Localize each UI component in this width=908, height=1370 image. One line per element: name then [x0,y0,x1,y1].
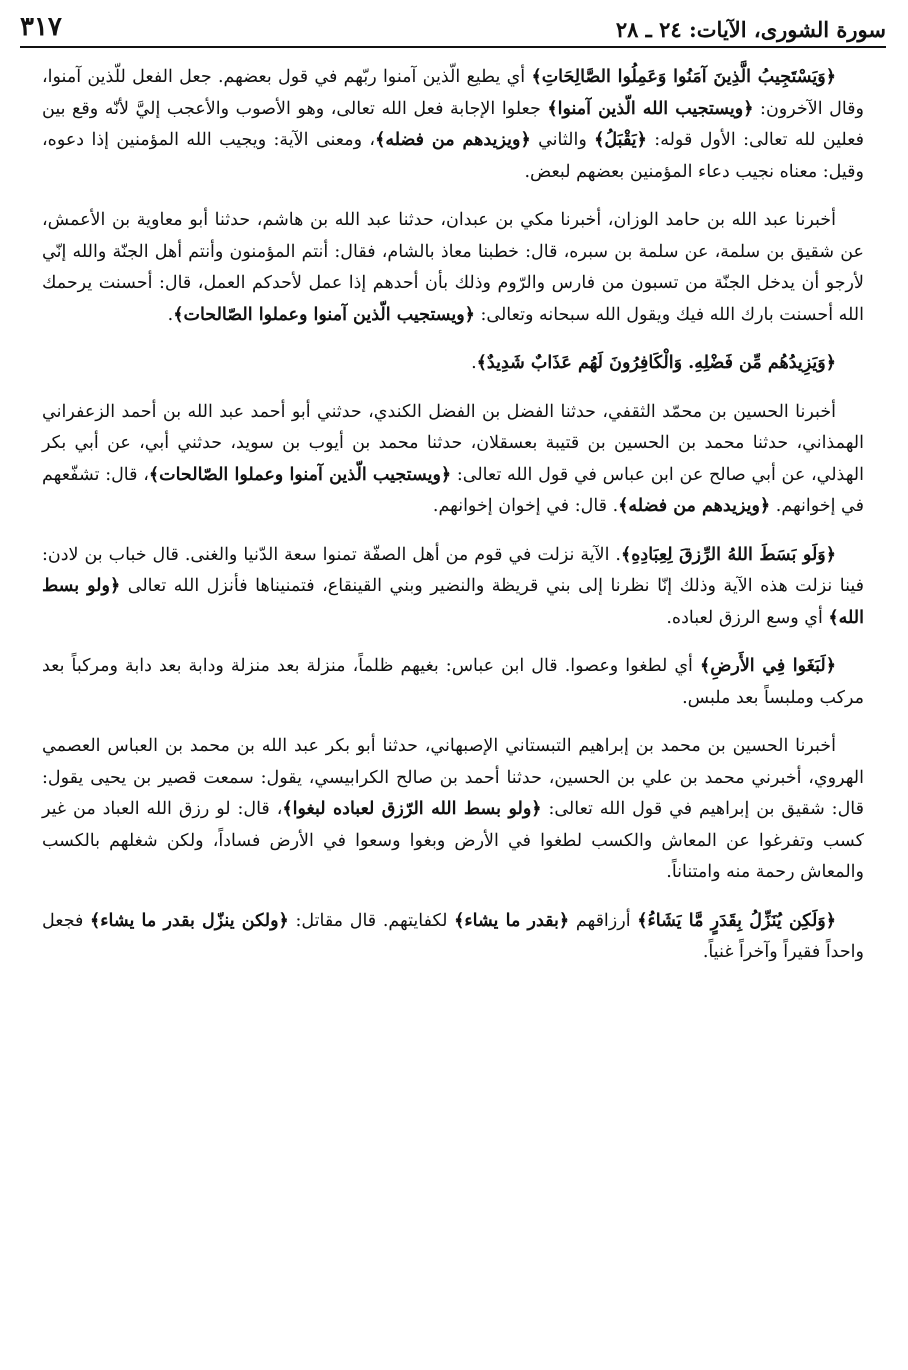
text-run: والثاني [530,130,595,150]
text-run: أرزاقهم [569,910,638,931]
quran-quote: ﴿وَيَزِيدُهُم مِّن فَضْلِهِ. وَالْكَافِرُونَ لَهُم عَذَابٌ شَدِيدٌ﴾ [476,353,836,373]
quran-quote: ﴿ويستجيب الله الّذين آمنوا﴾ [547,98,754,119]
text-run: لكفايتهم. قال مقاتل: [288,910,455,931]
paragraph-4 [42,397,864,523]
page-body [42,62,864,986]
quran-quote: ﴿ويستجيب الّذين آمنوا وعملوا الصّالحات﴾ [173,304,475,325]
text-run: أخبرنا الحسين بن محمّد الثقفي، حدثنا الفضل بن الفضل الكندي، حدثني أبو أحمد عبد الله بن أحمد الزعفراني الهمذاني، حدثنا محمد بن الحسين بن قتيبة بعسقلان، حدثنا محمد بن أيوب بن سويد، حدثني أبي، عن أبي بكر الهذلي، عن أبي صالح عن ابن عباس في قول الله تعالى: [42,401,865,485]
paragraph-6 [42,651,864,714]
quran-quote: ﴿ولكن ينزّل بقدر ما يشاء﴾ [90,910,289,931]
text-run: . [167,304,174,325]
page-header [20,8,886,42]
text-run: ، قال: لو رزق الله العباد من غير كسب وتفرغوا عن المعاش والكسب لطغوا في الأرض وبغوا وسعوا في الأرض فساداً، ولكن شغلهم بالكسب والمعاش رحمة منه وامتناناً. [42,799,864,882]
text-run: ، قال: تشفّعهم في إخوانهم. [42,464,864,516]
text-run: أخبرنا عبد الله بن حامد الوزان، أخبرنا مكي بن عبدان، حدثنا عبد الله بن هاشم، حدثنا أبو معاوية بن الأعمش، عن شقيق بن سلمة، عن سلمة بن سبره، قال: خطبنا معاذ بالشام، فقال: أنتم المؤمنون وأنتم أهل الجنّة والله إنّي لأرجو أن يدخل الجنّة من تسبون من فارس والرّوم وذلك بأن أحدهم إذا عمل لأحدكم العمل، قال: أحسنت يرحمك الله أحسنت بارك الله فيك ويقول الله سبحانه وتعالى: [42,210,864,325]
quran-quote: ﴿لَبَغَوا فِي الأَرضِ﴾ [699,656,836,676]
quran-quote: ﴿يَقْبَلُ﴾ [594,130,647,150]
quran-quote: ﴿وَلَكِن يُنَزِّلُ بِقَدَرٍ مَّا يَشَاءُ﴾ [637,910,836,931]
paragraph-1 [42,62,864,188]
text-run: أي يطيع الّذين آمنوا ربّهم في قول بعضهم. جعل الفعل للّذين آمنوا، وقال الآخرون: [42,67,864,119]
paragraph-7 [42,731,864,889]
paragraph-8 [42,906,864,969]
page-number: ٣١٧ [20,12,62,42]
paragraph-5 [42,540,864,635]
text-run: . [471,353,477,373]
text-run: أي وسع الرزق لعباده. [666,607,829,628]
paragraph-2 [42,205,864,331]
text-run: جعلوا الإجابة فعل الله تعالى، وهو الأصوب والأعجب إليَّ لأنّه وقع بين فعلين لله تعالى: الأول قوله: [42,98,864,150]
text-run: فجعل واحداً فقيراً وآخراً غنياً. [42,910,864,962]
quran-quote: ﴿ويزيدهم من فضله﴾ [618,496,771,516]
quran-quote: ﴿ولو بسط الله الرّزق لعباده لبغوا﴾ [282,799,542,819]
surah-title: سورة الشورى، الآيات: ٢٤ ـ ٢٨ [615,17,886,42]
text-run: . الآية نزلت في قوم من أهل الصفّة تمنوا سعة الدّنيا والغنى. قال خباب بن لادن: فينا نزلت هذه الآية وذلك إنّا نظرنا إلى بني قريظة والنضير وبني القينقاع، فتمنيناها فأنزل الله تعالى [42,544,864,596]
quran-quote: ﴿وَلَو بَسَطَ اللهُ الرِّزقَ لِعِبَادِهِ﴾ [621,544,836,565]
text-run: . قال: في إخوان إخوانهم. [432,496,619,516]
text-run: أي لطغوا وعصوا. قال ابن عباس: بغيهم ظلماً، منزلة بعد منزلة ودابة بعد دابة ومركباً بعد مركب وملبساً بعد ملبس. [42,656,864,708]
text-run: ، ومعنى الآية: ويجيب الله المؤمنين إذا دعوه، وقيل: معناه نجيب دعاء المؤمنين بعضهم لبعض. [42,130,864,182]
text-run: أخبرنا الحسين بن محمد بن إبراهيم التبستاني الإصبهاني، حدثنا أبو بكر عبد الله بن محمد بن العباس العصمي الهروي، أخبرني محمد بن علي بن الحسين، حدثنا أحمد بن صالح الكرابيسي، يقول: سمعت قصير بن يحيى يقول: قال: شقيق بن إبراهيم في قول الله تعالى: [42,736,864,819]
header-rule [20,46,886,48]
quran-quote: ﴿بقدر ما يشاء﴾ [454,910,570,931]
quran-quote: ﴿ولو بسط الله﴾ [42,576,864,628]
paragraph-3 [42,348,864,380]
quran-quote: ﴿ويستجيب الّذين آمنوا وعملوا الصّالحات﴾ [148,464,452,485]
quran-quote: ﴿ويزيدهم من فضله﴾ [375,130,531,150]
quran-quote: ﴿وَيَسْتَجِيبُ الَّذِينَ آمَنُوا وَعَمِلُوا الصَّالِحَاتِ﴾ [531,67,836,87]
